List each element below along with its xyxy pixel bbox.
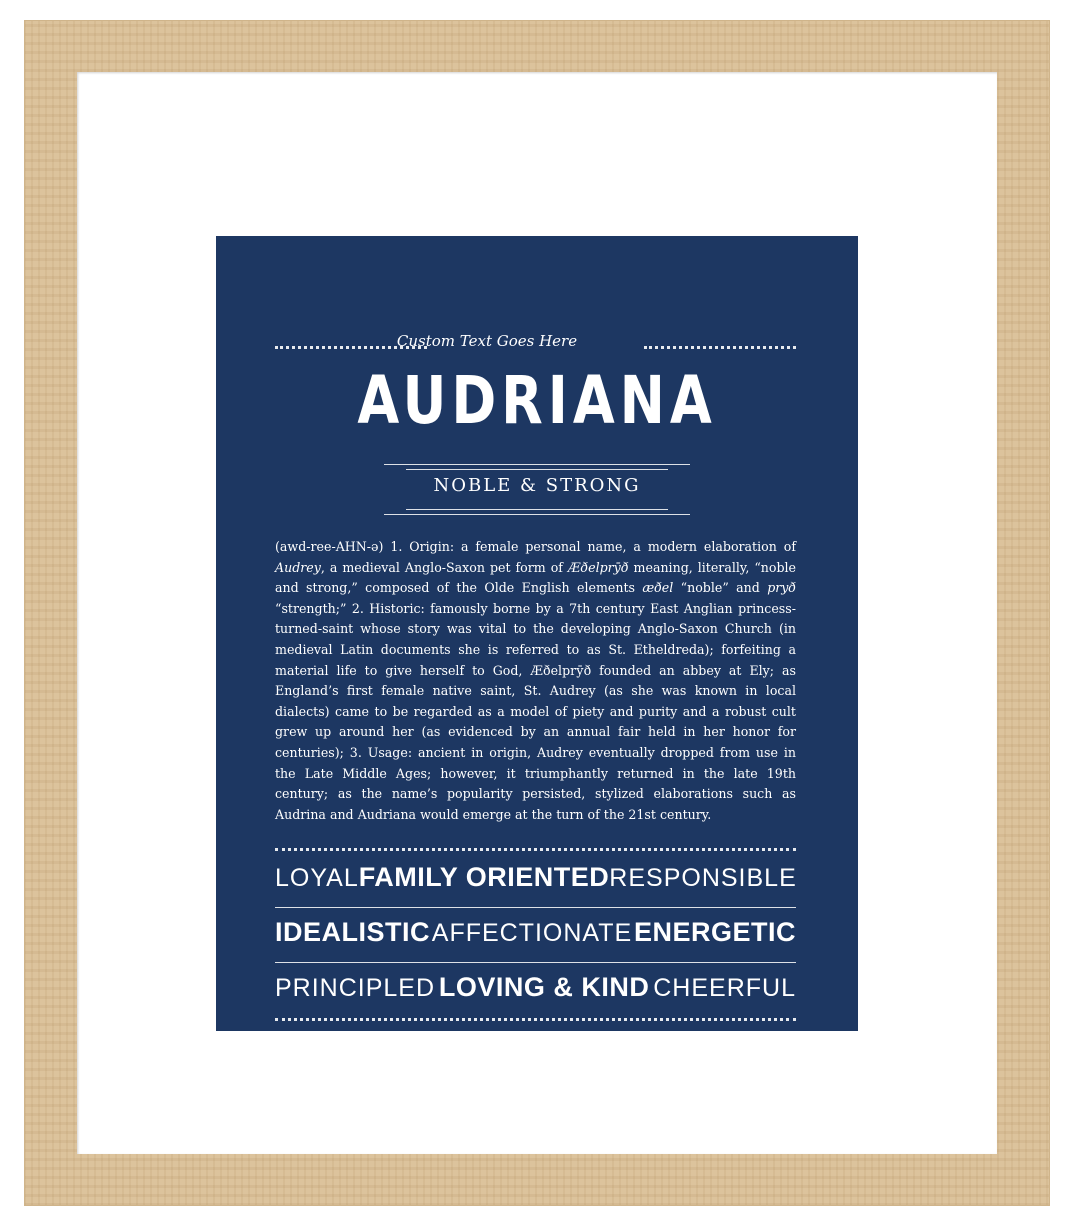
trait: IDEALISTIC	[275, 917, 431, 947]
name-meaning: NOBLE & STRONG	[433, 475, 641, 496]
trait: PRINCIPLED	[275, 974, 436, 1002]
traits-bottom-dotted-rule	[275, 1018, 796, 1021]
trait-divider	[275, 962, 796, 963]
definition-text: “strength;” 2. Historic: famously borne by a 7th century East Anglian princess-turned-saint whose story was vital to the developing Anglo-Saxon Church (in medieval Latin documents she is referred to as St. Etheldreda); forfeiting a material life to give herself to God, Æðelprӯð founded an abbey at Ely; as England’s first female native saint, St. Audrey (as she was known in local dialects) came to be regarded as a model of piety and purity and a robust cult grew up around her (as evidenced by an annual fair held in her honor for centuries); 3. Usage: ancient in origin, Audrey eventually dropped from use in the Late Middle Ages; however, it triumphantly returned in the late 19th century; as the name’s popularity persisted, stylized elaborations such as Audrina and Audriana would emerge at the turn of the 21st century.	[275, 600, 796, 822]
top-right-dotted-rule	[644, 346, 796, 349]
meaning-underline-short	[406, 509, 668, 510]
trait: FAMILY ORIENTED	[358, 862, 610, 892]
definition-text: “noble” and	[673, 580, 768, 596]
trait-row-2	[275, 917, 796, 948]
trait: LOVING & KIND	[438, 972, 650, 1002]
white-mat	[77, 72, 997, 1154]
pronunciation: (awd-ree-AHN-ə)	[275, 539, 384, 554]
wood-frame	[24, 20, 1050, 1206]
traits-top-dotted-rule	[275, 848, 796, 851]
trait-divider	[275, 907, 796, 908]
definition-text: meaning, literally, “noble and strong,” composed of the Olde English elements	[275, 559, 796, 596]
definition-term: æðel	[642, 580, 674, 596]
name-underline-long	[384, 464, 690, 465]
trait: ENERGETIC	[633, 917, 796, 947]
custom-text: Custom Text Goes Here	[396, 332, 578, 350]
name-underline-short	[406, 469, 668, 470]
definition-text: 1. Origin: a female personal name, a modern elaboration of	[383, 539, 796, 554]
name-title: AUDRIANA	[357, 362, 717, 439]
trait: RESPONSIBLE	[609, 864, 797, 892]
name-print	[216, 236, 858, 1031]
definition-term: pryð	[767, 580, 796, 596]
trait-row-3	[275, 972, 796, 1003]
trait: AFFECTIONATE	[431, 919, 633, 947]
trait: LOYAL	[275, 864, 359, 892]
definition-term: Æðelprӯð	[567, 559, 629, 575]
meaning-underline-long	[384, 514, 690, 515]
definition-term: Audrey	[275, 559, 321, 575]
trait: CHEERFUL	[653, 974, 796, 1002]
trait-row-1	[275, 862, 796, 893]
definition-text: , a medieval Anglo-Saxon pet form of	[320, 559, 568, 575]
name-definition	[275, 537, 796, 825]
